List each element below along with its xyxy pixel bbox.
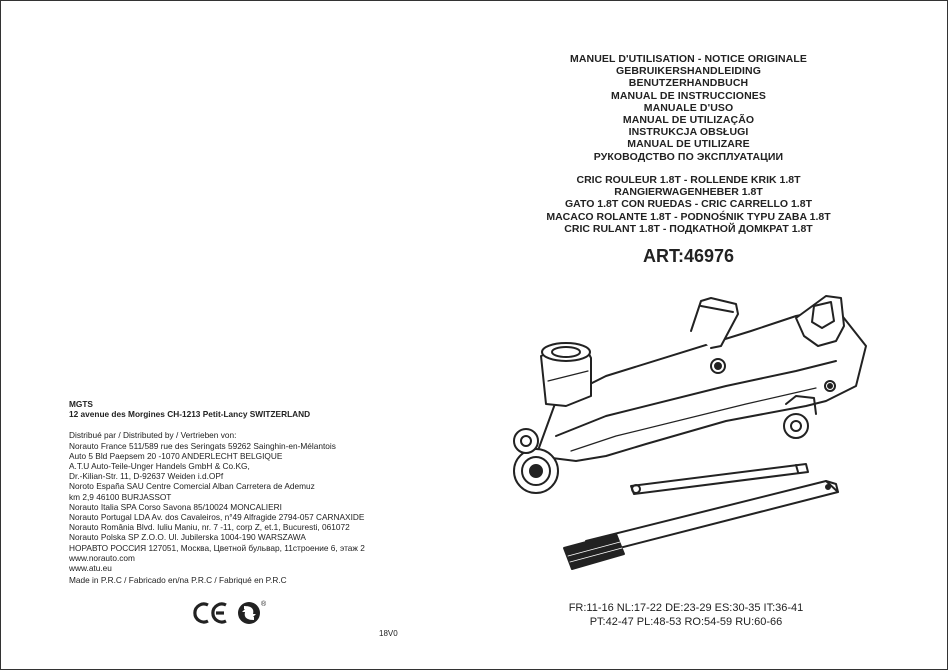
manual-title-pl: INSTRUKCJA OBSŁUGI	[628, 126, 749, 139]
distributor-line: km 2,9 46100 BURJASSOT	[69, 491, 172, 502]
back-cover-info	[69, 399, 429, 585]
distributor-line: Norauto Polska SP Z.O.O. Ul. Jubilerska 1004-190 WARSZAWA	[69, 532, 306, 543]
distributor-line: Norauto France 511/589 rue des Seringats 59262 Sainghin-en-Mélantois	[69, 440, 336, 451]
article-number: ART:46976	[642, 246, 735, 266]
product-name: MACACO ROLANTE 1.8T - PODNOŚNIK TYPU ZABA 1.8T	[546, 210, 831, 223]
distributor-line: Norauto România Blvd. Iuliu Maniu, nr. 7 -11, corp Z, et.1, Bucuresti, 061072	[69, 522, 350, 533]
manual-title-de: BENUTZERHANDBUCH	[628, 77, 749, 90]
product-name: CRIC RULANT 1.8T - ПОДКАТНОЙ ДОМКРАТ 1.8T	[564, 222, 813, 235]
distributor-line: Auto 5 Bld Paepsem 20 -1070 ANDERLECHT BELGIQUE	[69, 450, 283, 461]
distributor-line: НОРАВТО РОССИЯ 127051, Москва, Цветной бульвар, 11строение 6, этаж 2	[69, 542, 365, 553]
distributor-line: Noroto España SAU Centre Comercial Alban Carretera de Ademuz	[69, 481, 315, 492]
distributor-line: Dr.-Kilian-Str. 11, D-92637 Weiden i.d.OPf	[69, 471, 224, 482]
distributor-list	[69, 430, 429, 573]
manual-title-fr: MANUEL D'UTILISATION - NOTICE ORIGINALE	[569, 53, 807, 65]
certification-logos	[189, 598, 289, 628]
distributor-line: A.T.U Auto-Teile-Unger Handels GmbH & Co.KG,	[69, 461, 250, 472]
green-dot-icon	[238, 602, 260, 624]
product-name: GATO 1.8T CON RUEDAS - CRIC CARRELLO 1.8T	[565, 198, 812, 211]
distributor-line: www.atu.eu	[69, 563, 112, 574]
trolley-jack-illustration	[496, 286, 916, 576]
product-name: CRIC ROULEUR 1.8T - ROLLENDE KRIK 1.8T	[576, 174, 801, 186]
distributor-line: Norauto Portugal LDA Av. dos Cavaleiros, n°49 Alfragide 2794-057 CARNAXIDE	[69, 512, 365, 523]
manual-title-it: MANUALE D'USO	[643, 101, 734, 114]
manual-title-es: MANUAL DE INSTRUCCIONES	[611, 89, 766, 102]
manual-title-list	[476, 53, 901, 163]
company-address: 12 avenue des Morgines CH-1213 Petit-Lancy SWITZERLAND	[69, 409, 311, 420]
product-name: RANGIERWAGENHEBER 1.8T	[614, 186, 763, 199]
manual-title-pt: MANUAL DE UTILIZAÇÃO	[622, 114, 755, 127]
page-index-line: FR:11-16 NL:17-22 DE:23-29 ES:30-35 IT:36-41	[568, 602, 804, 614]
version-code: 18V0	[379, 629, 398, 638]
manual-title-ro: MANUAL DE UTILIZARE	[627, 138, 750, 151]
company-name: MGTS	[69, 399, 93, 409]
manual-title-nl: GEBRUIKERSHANDLEIDING	[615, 65, 762, 78]
registered-mark: ®	[261, 601, 267, 608]
product-name-list	[476, 174, 901, 235]
distributor-line: Norauto Italia SPA Corso Savona 85/10024 MONCALIERI	[69, 501, 282, 512]
front-cover	[476, 1, 946, 671]
language-page-index	[536, 601, 836, 629]
distributor-line: Distribué par / Distributed by / Vertrieben von:	[69, 430, 237, 441]
page-index-line: PT:42-47 PL:48-53 RO:54-59 RU:60-66	[589, 616, 783, 628]
manual-title-ru: РУКОВОДСТВО ПО ЭКСПЛУАТАЦИИ	[593, 150, 784, 163]
made-in-text: Made in P.R.C / Fabricado en/na P.R.C / Fabriqué en P.R.C	[69, 575, 287, 586]
distributor-line: www.norauto.com	[69, 552, 135, 563]
ce-mark-icon	[195, 604, 226, 622]
